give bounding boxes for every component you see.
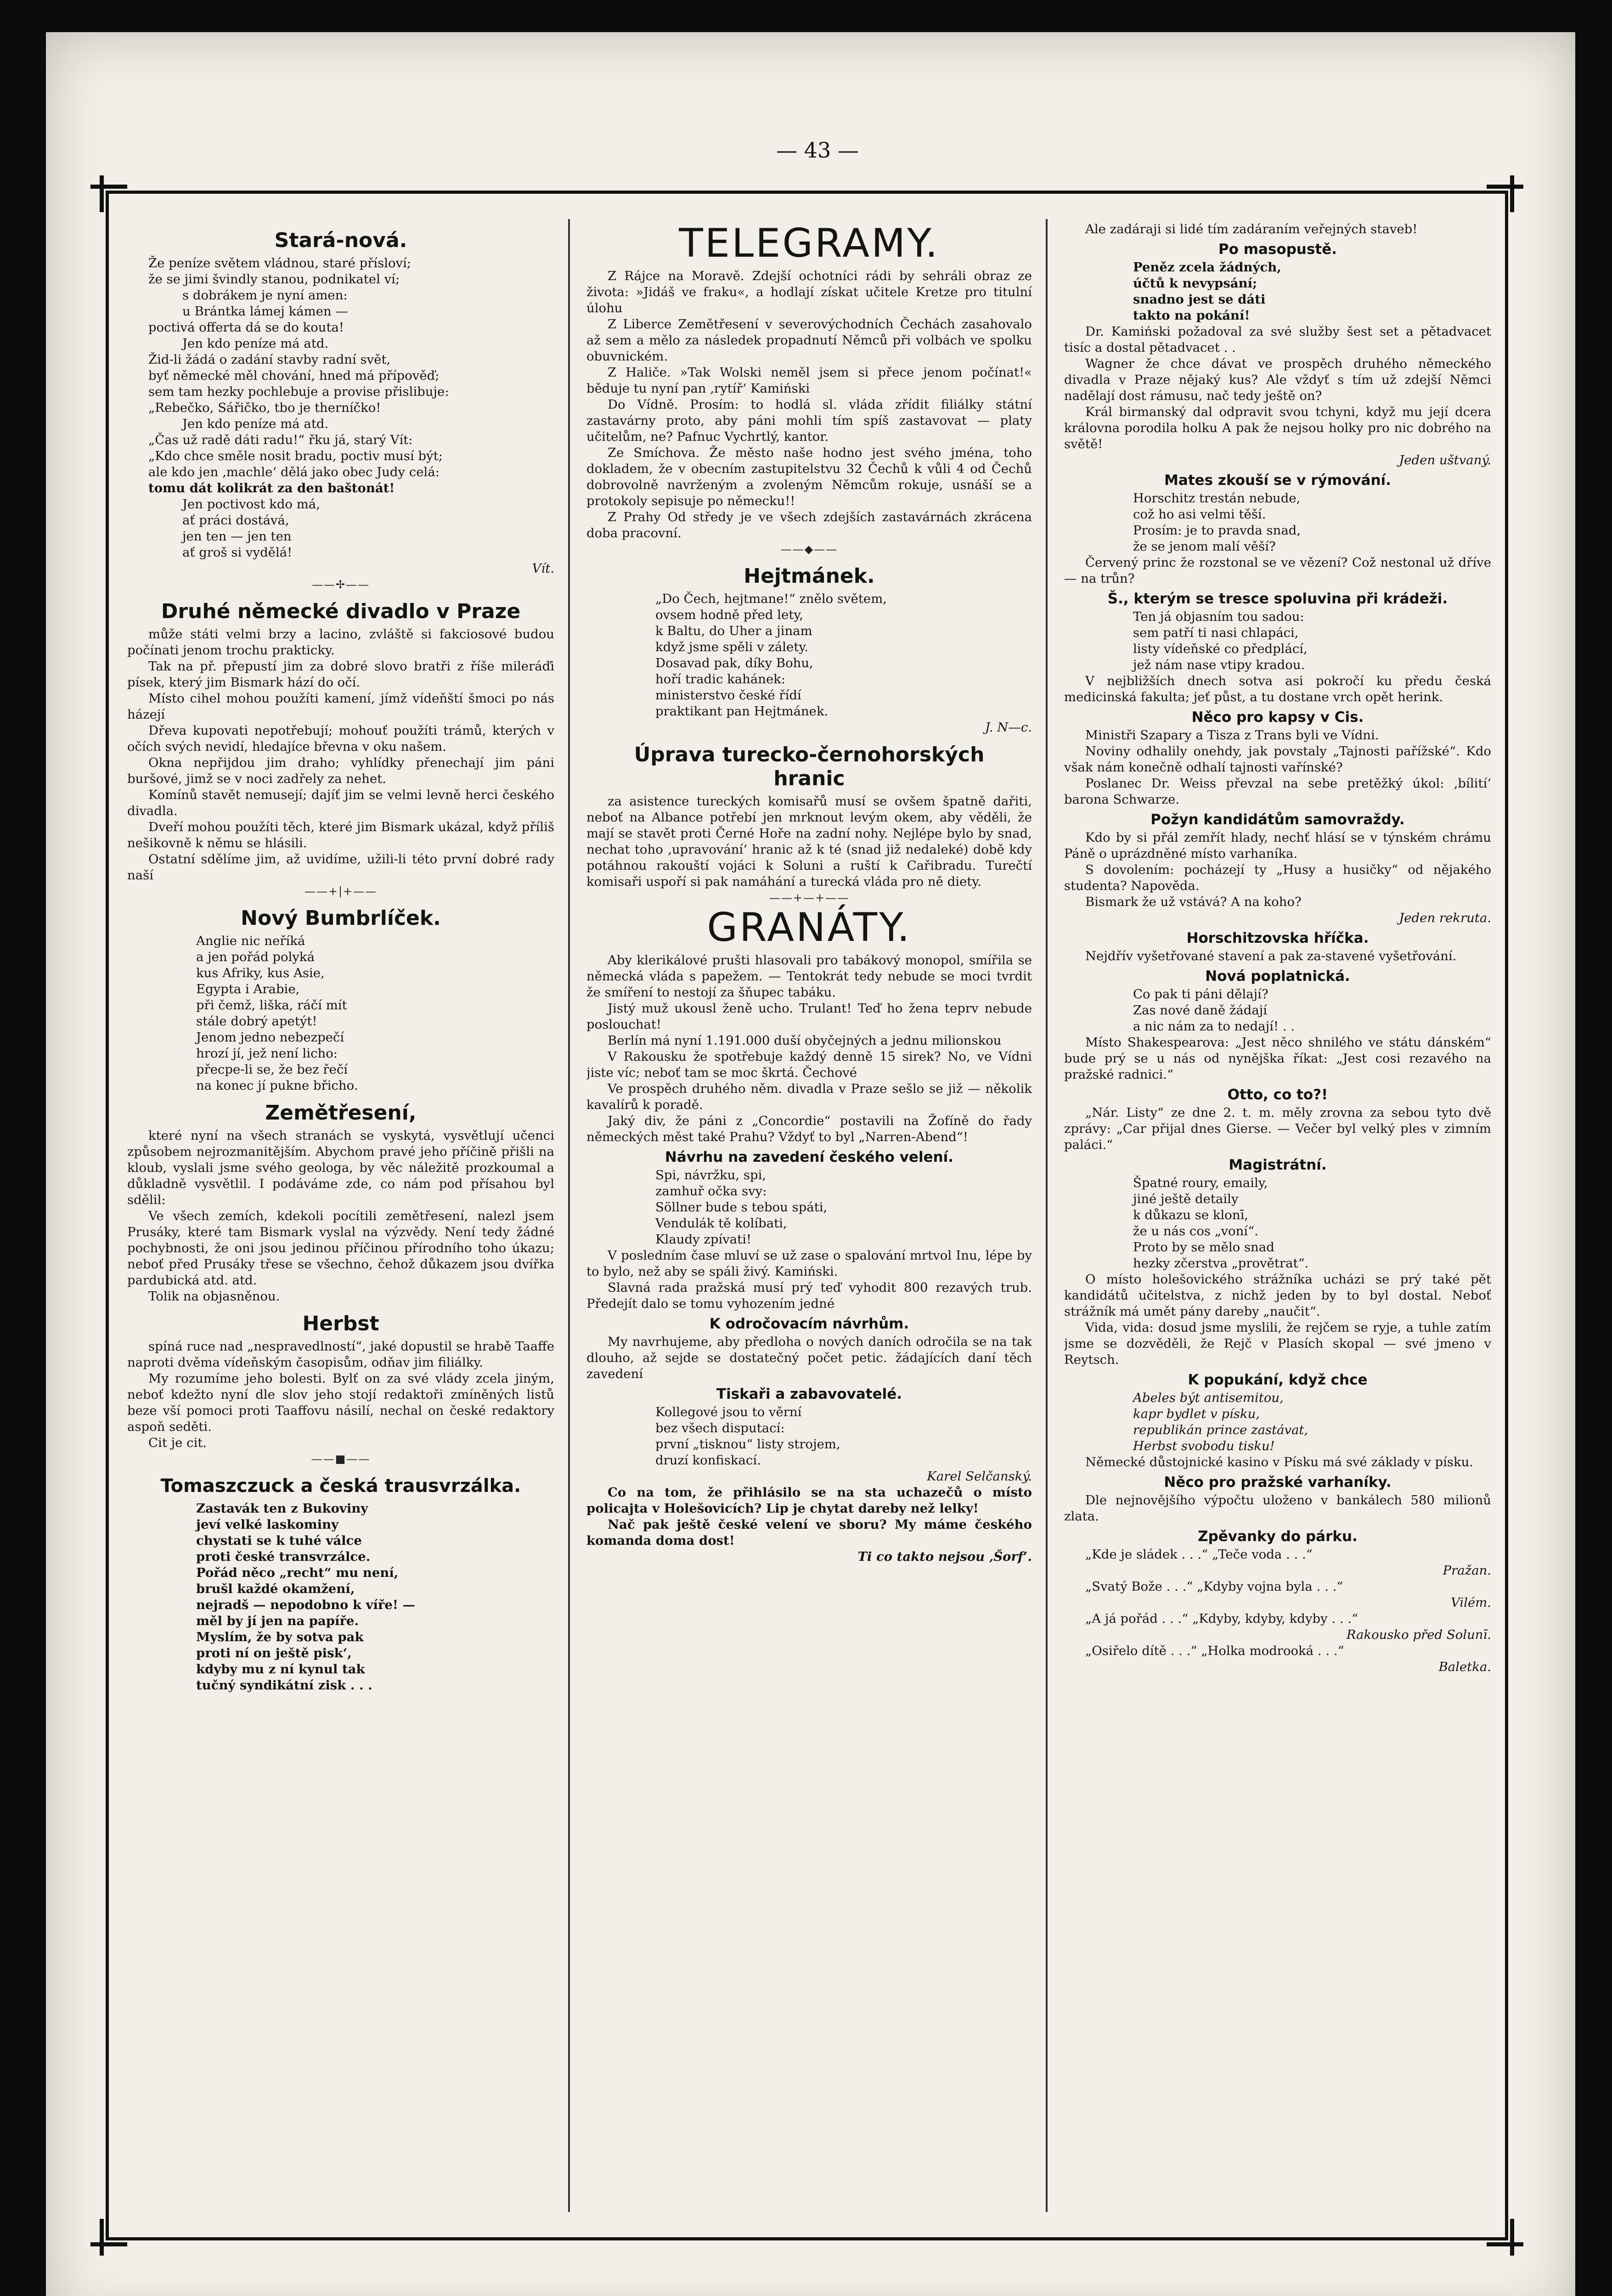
poem-line: při čemž, liška, ráčí mít	[196, 998, 347, 1013]
paragraph: Vida, vida: dosud jsme myslili, že rejčem se ryje, a tuhle zatím jsme se dozvěděli, že Rejč v Plasích skopal — své jmeno v Reytsch.	[1064, 1320, 1491, 1367]
paragraph: Aby klerikálové prušti hlasovali pro tabákový monopol, smířila se německá vláda s papežem. — Tentokrát tedy nebude se moci tvrdit že smíření to nestojí za šňupec tabáku.	[586, 953, 1032, 1000]
poem-line: Žid-li žádá o zadání stavby radní svět,	[148, 352, 391, 367]
poem-line: Spi, návržku, spi,	[655, 1168, 767, 1182]
section-title-granaty: GRANÁTY.	[707, 905, 912, 951]
poem-line: tomu dát kolikrát za den baštonát!	[148, 481, 395, 495]
poem-line: ale kdo jen ‚machle‘ dělá jako obec Judy celá:	[148, 465, 440, 479]
signature: J. N—c.	[985, 720, 1032, 735]
paragraph: Dr. Kamiński požadoval za své služby šest set a pětadvacet tisíc a dostal pětadvacet . .	[1064, 324, 1491, 355]
paragraph: spíná ruce nad „nespravedlností“, jaké dopustil se hrabě Taaffe naproti dvěma vídeňským časopisům, odňav jim filiálky.	[127, 1339, 554, 1370]
poem-tiskari	[655, 1404, 1032, 1469]
paragraph: Červený princ že rozstonal se ve vězení? Což nestonal už dříve — na trůn?	[1064, 555, 1491, 586]
poem-line: Jen poctivost kdo má,	[182, 497, 320, 512]
page-frame	[106, 191, 1508, 2240]
song-line: „Osiřelo dítě . . .“ „Holka modrooká . . .“	[1085, 1643, 1344, 1658]
ornament-divider: ——◆——	[780, 543, 838, 556]
poem-po-masopustu	[1133, 259, 1491, 324]
paragraph: může státi velmi brzy a lacino, zvláště si fakciosové budou počínati jenom trochu prakticky.	[127, 627, 554, 658]
article-title-zpevanky: Zpěvanky do párku.	[1198, 1528, 1358, 1545]
poem-line: ať groš si vydělá!	[182, 545, 293, 560]
article-title-poplatnicka: Nová poplatnická.	[1205, 968, 1350, 985]
poem-magistratni	[1133, 1175, 1491, 1272]
signature: Jeden rekruta.	[1399, 911, 1491, 925]
newspaper-sheet	[46, 32, 1575, 2296]
poem-line: takto na pokání!	[1133, 308, 1250, 323]
article-title-zemetreseni: Zemětřesení,	[265, 1101, 417, 1125]
article-title-herbst: Herbst	[302, 1312, 379, 1335]
poem-line: nejradš — nepodobno k víře! —	[196, 1598, 416, 1612]
paragraph: Z Haliče. »Tak Wolski neměl jsem si přece jenom počínat!« běduje tu nyní pan ‚rytíř‘ Kamiński	[586, 365, 1032, 396]
poem-line: „Do Čech, hejtmane!“ znělo světem,	[655, 591, 887, 606]
poem-line: kus Afriky, kus Asie,	[196, 966, 325, 980]
paragraph: za asistence tureckých komisařů musí se ovšem špatně dařiti, neboť na Albance potřebí jen mrknout levým okem, aby věděli, že mají se stavět proti Černé Hoře na zadní nohy. Nejlépe bylo by snad, nechat toho ‚upravování‘ hranic až k té (snad již nedaleké) době kdy potáhnou rakouští vojáci k Soluni a ruští k Cařibradu. Turečtí komisaři uspoří si pak namáhání a turecká vláda pro ně diety.	[586, 794, 1032, 889]
paragraph: Nejdřív vyšetřované stavení a pak za-stavené vyšetřování.	[1085, 949, 1457, 963]
ornament-divider: ——+—+——	[769, 891, 850, 904]
poem-line: hezky zčerstva „provětrat“.	[1133, 1256, 1309, 1271]
poem-line: Horschitz trestán nebude,	[1133, 491, 1301, 506]
poem-stara-nova	[127, 255, 554, 577]
paragraph: Ale zadáraji si lidé tím zadáraním veřejných staveb!	[1085, 222, 1418, 236]
paragraph: Nač pak ještě české velení ve sboru? My máme českého komanda doma dost!	[586, 1517, 1032, 1548]
poem-line: jiné ještě detaily	[1133, 1192, 1239, 1206]
column-1	[127, 221, 554, 2210]
poem-line: Anglie nic neříká	[196, 934, 305, 948]
poem-line: Jen kdo peníze má atd.	[182, 416, 329, 431]
paragraph: S dovolením: pocházejí ty „Husy a husičky“ od nějakého studenta? Napověda.	[1064, 862, 1491, 893]
poem-line: Kollegové jsou to věrní	[655, 1405, 802, 1419]
article-title-po-masopustu: Po masopustě.	[1218, 241, 1337, 258]
article-title-stara-nova: Stará-nová.	[274, 229, 407, 252]
poem-line: a jen pořád polyká	[196, 950, 315, 964]
article-title-mates: Mates zkouší se v rýmování.	[1164, 472, 1391, 489]
article-title-pozyn: Požyn kandidátům samovraždy.	[1150, 811, 1405, 828]
paragraph: Dřeva kupovati nepotřebují; mohouť použíti trámů, kterých v očích svých nevidí, hledajíce břevna v oku našem.	[127, 723, 554, 754]
paragraph: Ministři Szapary a Tisza z Trans byli ve Vídni.	[1085, 728, 1379, 743]
paragraph: Tak na př. přepustí jim za dobré slovo bratři z říše mileráďi písek, který jim Bismark hází do očí.	[127, 659, 554, 690]
paragraph: Jistý muž ukousl ženě ucho. Trulant! Teď ho žena teprv nebude poslouchat!	[586, 1001, 1032, 1032]
article-title-uprava-2: hranic	[773, 767, 845, 790]
poem-line: ovsem hodně před lety,	[655, 608, 804, 622]
poem-line: Myslím, že by sotva pak	[196, 1630, 364, 1644]
paragraph: Cit je cit.	[148, 1435, 207, 1450]
poem-line: hrozí jí, jež není licho:	[196, 1046, 338, 1061]
article-title-bumbrlicek: Nový Bumbrlíček.	[241, 906, 441, 930]
poem-line: Klaudy zpívati!	[655, 1232, 752, 1247]
poem-line: kapr bydlet v písku,	[1133, 1407, 1260, 1421]
article-title-otto: Otto, co to?!	[1227, 1086, 1328, 1103]
signature: Ti co takto nejsou ‚Šorf‘.	[857, 1549, 1032, 1564]
poem-line: Zastavák ten z Bukoviny	[196, 1501, 368, 1516]
poem-line: chystati se k tuhé válce	[196, 1533, 362, 1548]
column-rule-1	[568, 219, 570, 2212]
corner-ornament-tr	[1487, 175, 1523, 212]
paragraph: Okna nepřijdou jim draho; vyhlídky přenechají jim páni buršové, jimž se v noci zadřely za nehet.	[127, 755, 554, 786]
poem-line: u Brántka lámej kámen —	[182, 304, 348, 319]
article-title-tomaszczuck: Tomaszczuck a česká trausvrzálka.	[160, 1475, 521, 1497]
poem-line: Zas nové daně žádají	[1133, 1003, 1268, 1018]
paragraph: My rozumíme jeho bolesti. Bylť on za své vlády zcela jiným, neboť kdežto nyní dle slov jeho stojí redaktoři zmíněných listů beze vší pomoci proti Taaffovu násilí, nechal on české redaktory aspoň seděti.	[127, 1371, 554, 1434]
poem-line: Proto by se mělo snad	[1133, 1240, 1274, 1255]
article-title-magistratni: Magistrátní.	[1229, 1157, 1327, 1173]
paragraph: V nejbližších dnech sotva asi pokročí ku předu česká medicinská fakulta; jeť půst, a tu dostane vrch opět herink.	[1064, 674, 1491, 704]
paragraph: Poslanec Dr. Weiss převzal na sebe pretěžký úkol: ‚bílití‘ barona Schwarze.	[1064, 776, 1491, 807]
poem-line: Prosím: je to pravda snad,	[1133, 523, 1301, 538]
poem-line: přecpe-li se, že bez řečí	[196, 1062, 348, 1077]
paragraph: Místo cihel mohou použíti kamení, jímž vídeňští šmoci po nás házejí	[127, 691, 554, 722]
poem-line: Jen kdo peníze má atd.	[182, 336, 329, 351]
poem-tomaszczuck	[196, 1501, 554, 1694]
poem-line: republikán prince zastávat,	[1133, 1423, 1308, 1437]
poem-line: Špatné roury, emaily,	[1133, 1176, 1268, 1190]
paragraph: Do Vídně. Prosím: to hodlá sl. vláda zřídit filiálky státní zastavárny proto, aby páni mohli tím spíš zastavovat — platy učitelům, ne? Pafnuc Vychrtlý, kantor.	[586, 397, 1032, 444]
poem-line: první „tisknou“ listy strojem,	[655, 1437, 840, 1452]
poem-bumbrlicek	[196, 933, 554, 1094]
paragraph: Ve prospěch druhého něm. divadla v Praze sešlo se již — několik kavalírů k poradě.	[586, 1081, 1032, 1112]
article-title-tiskari: Tiskaři a zabavovatelé.	[716, 1386, 902, 1402]
ornament-divider: ——■——	[311, 1452, 371, 1465]
poem-kradez	[1133, 609, 1491, 673]
poem-line: k Baltu, do Uher a jinam	[655, 624, 812, 638]
poem-line: „Rebečko, Sářičko, tbo je therníčko!	[148, 400, 381, 415]
paragraph: Místo Shakespearova: „Jest něco shnilého ve státu dánském“ bude prý se u nás od nynějška říkat: „Jest cosi rezavého na pražské radnici.“	[1064, 1035, 1491, 1082]
poem-line: sem patří ti nasi chlapáci,	[1133, 625, 1299, 640]
song-line: „A já pořád . . .“ „Kdyby, kdyby, kdyby . . .“	[1085, 1611, 1358, 1626]
paragraph: Komínů stavět nemusejí; dajíť jim se velmi levně herci českého divadla.	[127, 788, 554, 818]
corner-ornament-br	[1487, 2219, 1523, 2256]
paragraph: které nyní na všech stranách se vyskytá, vysvětlují učenci způsobem nejrozmanitějším. Abychom pravé jeho příčině přišli na kloub, vyslali jsme svého geologa, by věc náležitě prozkoumal a důkladně vysvětlil. I podáváme zde, co nám pod přísahou byl sdělil:	[127, 1128, 554, 1207]
poem-line: zamhuř očka svy:	[655, 1184, 767, 1199]
poem-line: poctivá offerta dá se do kouta!	[148, 320, 344, 335]
paragraph: Slavná rada pražská musí prý teď vyhodit 800 rezavých trub. Předejít dalo se tomu vyhozením jedné	[586, 1280, 1032, 1311]
signature: Vít.	[532, 561, 554, 576]
signature: Vilém.	[1450, 1595, 1491, 1610]
column-3	[1064, 221, 1491, 2210]
poem-line: Co pak ti páni dělají?	[1133, 987, 1268, 1002]
article-title-uprava: Úprava turecko-černohorských	[634, 743, 985, 766]
paragraph: Bismark že už vstává? A na koho?	[1085, 895, 1302, 909]
signature: Jeden uštvaný.	[1399, 453, 1491, 467]
paragraph: „Nár. Listy“ ze dne 2. t. m. měly zrovna za sebou tyto dvě zprávy: „Car přijal dnes Gierse. — Večer byl velký ples v zimním paláci.“	[1064, 1105, 1491, 1152]
poem-line: účtů k nevypsání;	[1133, 276, 1257, 291]
poem-line: druzí konfiskací.	[655, 1453, 761, 1468]
poem-line: „Čas už radě dáti radu!“ řku já, starý Vít:	[148, 433, 413, 447]
paragraph: Tolik na objasněnou.	[148, 1289, 280, 1304]
column-2	[586, 221, 1032, 2210]
ornament-divider: ——✢——	[311, 578, 370, 591]
paragraph: Wagner že chce dávat ve prospěch druhého německého divadla v Praze nějaký kus? Ale vždyť s tím už zdejší Němci nadělají dost rámusu, nač tedy ještě on?	[1064, 356, 1491, 403]
article-title-varhaniky: Něco pro pražské varhaníky.	[1164, 1474, 1392, 1491]
paragraph: Berlín má nyní 1.191.000 duší obyčejných a jednu milionskou	[608, 1033, 1002, 1048]
paragraph: V posledním čase mluví se už zase o spalování mrtvol Inu, lépe by to bylo, než aby se spáli živý. Kamiński.	[586, 1248, 1032, 1279]
signature: Baletka.	[1438, 1660, 1491, 1674]
poem-line: Že peníze světem vládnou, staré přísloví;	[148, 256, 411, 270]
poem-mates	[1133, 490, 1491, 555]
poem-line: Dosavad pak, díky Bohu,	[655, 656, 813, 670]
paragraph: Dle nejnovějšího výpočtu uloženo v bankálech 580 milionů zlata.	[1064, 1493, 1491, 1524]
poem-line: snadno jest se dáti	[1133, 292, 1266, 307]
poem-line: hoří tradic kahánek:	[655, 672, 786, 687]
poem-line: jen ten — jen ten	[182, 529, 292, 544]
poem-line: Söllner bude s tebou spáti,	[655, 1200, 828, 1215]
paragraph: Z Liberce Zemětřesení v severovýchodních Čechách zasahovalo až sem a mělo za následek propadnutí Němců při volbách ve spolku obuvnickém.	[586, 317, 1032, 364]
paragraph: Král birmanský dal odpravit svou tchyni, když mu její dcera královna porodila holku A pak že nejsou holky pro nic dobrého na světě!	[1064, 405, 1491, 451]
page-number: — 43 —	[776, 138, 859, 163]
paragraph: Německé důstojnické kasino v Písku má své základy v písku.	[1085, 1455, 1474, 1469]
column-rule-2	[1046, 219, 1048, 2212]
signature: Karel Selčanský.	[927, 1469, 1032, 1484]
corner-ornament-bl	[90, 2219, 127, 2256]
ornament-divider: ——+|+——	[304, 885, 378, 898]
poem-line: Peněz zcela žádných,	[1133, 260, 1281, 275]
poem-popukani	[1133, 1390, 1491, 1454]
article-title-hejtmanek: Hejtmánek.	[744, 564, 875, 588]
poem-line: Herbst svobodu tisku!	[1133, 1439, 1275, 1453]
paragraph: Noviny odhalily onehdy, jak povstaly „Tajnosti pařížské“. Kdo však nám konečně odhalí tajnosti vařínské?	[1064, 744, 1491, 775]
poem-line: byť německé měl chování, hned má přípověď;	[148, 368, 440, 383]
paragraph: Z Prahy Od středy je ve všech zdejších zastavárnách zkrácena doba pracovní.	[586, 510, 1032, 540]
song-line: „Svatý Bože . . .“ „Kdyby vojna byla . . .“	[1085, 1579, 1343, 1594]
article-title-druhe-divadlo: Druhé německé divadlo v Praze	[161, 600, 521, 623]
poem-navrhu	[655, 1167, 1032, 1248]
poem-line: Egypta i Arabie,	[196, 982, 300, 996]
poem-line: na konec jí pukne břicho.	[196, 1078, 358, 1093]
article-title-kapsy: Něco pro kapsy v Cis.	[1191, 709, 1364, 726]
poem-line: Pořád něco „recht“ mu není,	[196, 1565, 399, 1580]
poem-line: listy vídeňské co předplácí,	[1133, 642, 1308, 656]
poem-line: proti ní on ještě pisk‘,	[196, 1646, 352, 1660]
article-title-kradez: Š., kterým se tresce spoluvina při krádeži.	[1107, 591, 1448, 607]
article-title-popukani: K popukání, když chce	[1188, 1372, 1368, 1388]
poem-line: stále dobrý apetýt!	[196, 1014, 317, 1029]
paragraph: Jaký div, že páni z „Concordie“ postavili na Žofíně do řady německých měst také Prahu? Vždyť to byl „Narren-Abend“!	[586, 1114, 1032, 1144]
article-title-odrocovacim: K odročovacím návrhům.	[709, 1316, 909, 1332]
poem-line: ať práci dostává,	[182, 513, 289, 528]
poem-line: že se jimi švindly stanou, podnikatel ví;	[148, 272, 400, 287]
paragraph: Ve všech zemích, kdekoli pocítili zemětřesení, nalezl jsem Prusáky, které tam Bismark vyslal na výzvědy. Není tedy žádné pochybnosti, že oni jsou jedinou příčinou přírodního toho úkazu; neboť před Prusáky třese se všechno, čehož důkazem jsou dvířka pardubická atd. atd.	[127, 1209, 554, 1288]
signature: Rakousko před Solunī.	[1346, 1627, 1491, 1642]
poem-line: k důkazu se klonī,	[1133, 1208, 1249, 1222]
poem-line: tučný syndikátní zisk . . .	[196, 1678, 372, 1693]
poem-line: Abeles být antisemitou,	[1133, 1390, 1284, 1405]
poem-line: proti české transvrzálce.	[196, 1549, 371, 1564]
article-title-horschitz: Horschitzovska hříčka.	[1186, 930, 1369, 946]
poem-line: když jsme spěli v zálety.	[655, 640, 808, 654]
poem-line: jeví velké laskominy	[196, 1517, 339, 1532]
paragraph: Dveří mohou použíti těch, které jim Bismark ukázal, když příliš nešikovně k němu se hlásili.	[127, 820, 554, 850]
poem-line: Jenom jedno nebezpečí	[196, 1030, 344, 1045]
paragraph: Kdo by si přál zemřít hlady, nechť hlásí se v týnském chrámu Páně o uprázdněné místo varhaníka.	[1064, 830, 1491, 861]
paragraph: V Rakousku že spotřebuje každý denně 15 sirek? No, ve Vídni jiste víc; neboť tam se moc škrtá. Čechové	[586, 1049, 1032, 1080]
corner-ornament-tl	[90, 175, 127, 212]
poem-line: a nic nám za to nedají! . .	[1133, 1019, 1295, 1034]
song-line: „Kde je sládek . . .“ „Teče voda . . .“	[1085, 1547, 1313, 1562]
paragraph: Z Rájce na Moravě. Zdejší ochotníci rádi by sehráli obraz ze života: »Jidáš ve fraku«, a hodlají získat učitele Kretze pro titulní úlohu	[586, 269, 1032, 315]
poem-line: bez všech disputací:	[655, 1421, 785, 1435]
poem-line: Vendulák tě kolíbati,	[655, 1216, 787, 1231]
poem-line: kdyby mu z ní kynul tak	[196, 1662, 365, 1677]
article-title-navrhu: Návrhu na zavedení českého velení.	[665, 1149, 954, 1165]
poem-line: sem tam hezky pochlebuje a provise přislibuje:	[148, 384, 449, 399]
paragraph: My navrhujeme, aby předloha o nových daních odročila se na tak dlouho, až sejde se dostatečný počet petic. žádajících daní těch zavedení	[586, 1334, 1032, 1381]
poem-line: že se jenom malí věší?	[1133, 539, 1276, 554]
paragraph: Co na tom, že přihlásilo se na sta uchazečů o místo policajta v Holešovicích? Lip je chytat dareby než lelky!	[586, 1485, 1032, 1516]
poem-line: jež nám nase vtipy kradou.	[1133, 658, 1305, 672]
poem-line: praktikant pan Hejtmánek.	[655, 704, 829, 719]
poem-line: s dobrákem je nyní amen:	[182, 288, 348, 303]
poem-line: „Kdo chce směle nosit bradu, poctiv musí být;	[148, 449, 443, 463]
poem-line: že u nás cos „voní“.	[1133, 1224, 1258, 1238]
poem-line: Ten já objasním tou sadou:	[1133, 609, 1304, 624]
paragraph: Ze Smíchova. Že město naše hodno jest svého jména, toho dokladem, že v obecním zastupitelstvu 32 Čechů k vůli 4 od Čechů dobrovolně navrženým a zvoleným Němcům rokuje, usnáší se a protokoly sepisuje po německu!!	[586, 445, 1032, 508]
poem-line: měl by jí jen na papíře.	[196, 1614, 359, 1628]
poem-poplatnicka	[1133, 986, 1491, 1035]
signature: Pražan.	[1443, 1563, 1491, 1578]
paragraph: Ostatní sdělíme jim, až uvidíme, užili-li této první dobré rady naší	[127, 852, 554, 883]
poem-line: brušl každé okamžení,	[196, 1581, 355, 1596]
section-title-telegramy: TELEGRAMY.	[679, 221, 940, 266]
poem-line: ministerstvo české řídí	[655, 688, 801, 703]
poem-hejtmanek	[655, 591, 1032, 720]
paragraph: O místo holešovického strážníka ucházi se prý také pět kandidátů učitelstva, z nichž jeden by to byl dostal. Neboť strážník má umět pány dareby „naučit“.	[1064, 1272, 1491, 1319]
poem-line: což ho asi velmi těší.	[1133, 507, 1266, 522]
